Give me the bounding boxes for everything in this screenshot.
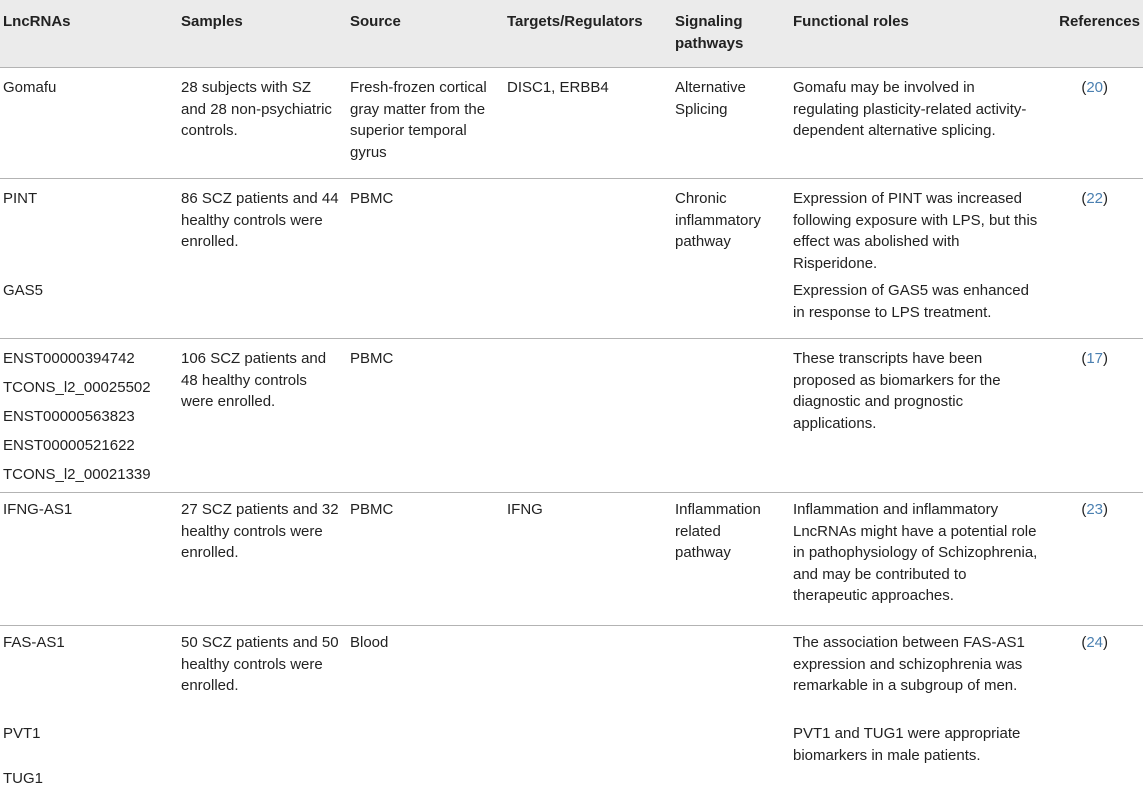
table-row xyxy=(0,758,1143,787)
header-lncrnas: LncRNAs xyxy=(3,13,71,30)
roles-cell: PVT1 and TUG1 were appropriate biomarkers in male patients. xyxy=(793,725,1021,764)
table-row xyxy=(0,338,1143,492)
samples-cell: 50 SCZ patients and 50 healthy controls were enrolled. xyxy=(181,634,339,694)
roles-cell: Expression of GAS5 was enhanced in response to LPS treatment. xyxy=(793,282,1029,321)
table-row xyxy=(0,622,1143,712)
source-cell: Fresh-frozen cortical gray matter from the superior temporal gyrus xyxy=(350,79,487,161)
header-references: References xyxy=(1059,13,1140,30)
roles-cell: These transcripts have been proposed as biomarkers for the diagnostic and prognostic applications. xyxy=(793,350,1001,432)
table-row xyxy=(0,713,1143,764)
source-cell: PBMC xyxy=(350,501,394,518)
reference-link[interactable]: 20 xyxy=(1086,79,1103,96)
reference-cell: (23) xyxy=(1081,501,1108,518)
source-cell: PBMC xyxy=(350,350,394,367)
table-row xyxy=(0,489,1143,625)
lncrna-name: GAS5 xyxy=(3,282,44,299)
lncrna-name: IFNG-AS1 xyxy=(3,501,73,518)
reference-link[interactable]: 17 xyxy=(1086,350,1103,367)
lncrna-name: ENST00000394742 xyxy=(3,350,135,367)
reference-cell: (17) xyxy=(1081,350,1108,367)
roles-cell: Inflammation and inflammatory LncRNAs might have a potential role in pathophysiology of Schizophrenia, and may be contributed to therapeutic approaches. xyxy=(793,501,1038,604)
lncrna-name: Gomafu xyxy=(3,79,57,96)
header-source: Source xyxy=(350,13,401,30)
lncrna-name: TUG1 xyxy=(3,770,44,787)
table-row xyxy=(0,67,1143,178)
targets-cell: DISC1, ERBB4 xyxy=(507,79,609,96)
reference-link[interactable]: 24 xyxy=(1086,634,1103,651)
samples-cell: 106 SCZ patients and 48 healthy controls were enrolled. xyxy=(181,350,327,410)
header-pathways: Signaling pathways xyxy=(675,13,744,52)
lncrna-name: ENST00000563823 xyxy=(3,408,135,425)
reference-cell: (20) xyxy=(1081,79,1108,96)
reference-cell: (22) xyxy=(1081,190,1108,207)
roles-cell: Gomafu may be involved in regulating plasticity-related activity-dependent alternative splicing. xyxy=(793,79,1027,139)
lncrna-name: PVT1 xyxy=(3,725,41,742)
header-roles: Functional roles xyxy=(793,13,909,30)
samples-cell: 28 subjects with SZ and 28 non-psychiatric controls. xyxy=(181,79,332,139)
roles-cell: The association between FAS-AS1 expression and schizophrenia was remarkable in a subgroup of men. xyxy=(793,634,1025,694)
pathways-cell: Chronic inflammatory pathway xyxy=(675,190,761,250)
roles-cell: Expression of PINT was increased following exposure with LPS, but this effect was abolished with Risperidone. xyxy=(793,190,1038,272)
header-targets: Targets/Regulators xyxy=(507,13,643,30)
source-cell: PBMC xyxy=(350,190,394,207)
lncrna-name: PINT xyxy=(3,190,38,207)
pathways-cell: Alternative Splicing xyxy=(675,79,746,118)
lncrna-name: TCONS_l2_00025502 xyxy=(3,379,151,396)
reference-link[interactable]: 23 xyxy=(1086,501,1103,518)
table-header xyxy=(0,0,1143,67)
lncrna-name-list xyxy=(3,348,171,493)
table-row xyxy=(0,178,1143,279)
reference-link[interactable]: 22 xyxy=(1086,190,1103,207)
targets-cell: IFNG xyxy=(507,501,543,518)
samples-cell: 27 SCZ patients and 32 healthy controls were enrolled. xyxy=(181,501,339,561)
header-samples: Samples xyxy=(181,13,243,30)
source-cell: Blood xyxy=(350,634,389,651)
reference-cell: (24) xyxy=(1081,634,1108,651)
lncrna-name: ENST00000521622 xyxy=(3,437,135,454)
table-row xyxy=(0,270,1143,338)
samples-cell: 86 SCZ patients and 44 healthy controls were enrolled. xyxy=(181,190,339,250)
lncrna-name: FAS-AS1 xyxy=(3,634,65,651)
pathways-cell: Inflammation related pathway xyxy=(675,501,761,561)
lncrna-name: TCONS_l2_00021339 xyxy=(3,466,151,483)
